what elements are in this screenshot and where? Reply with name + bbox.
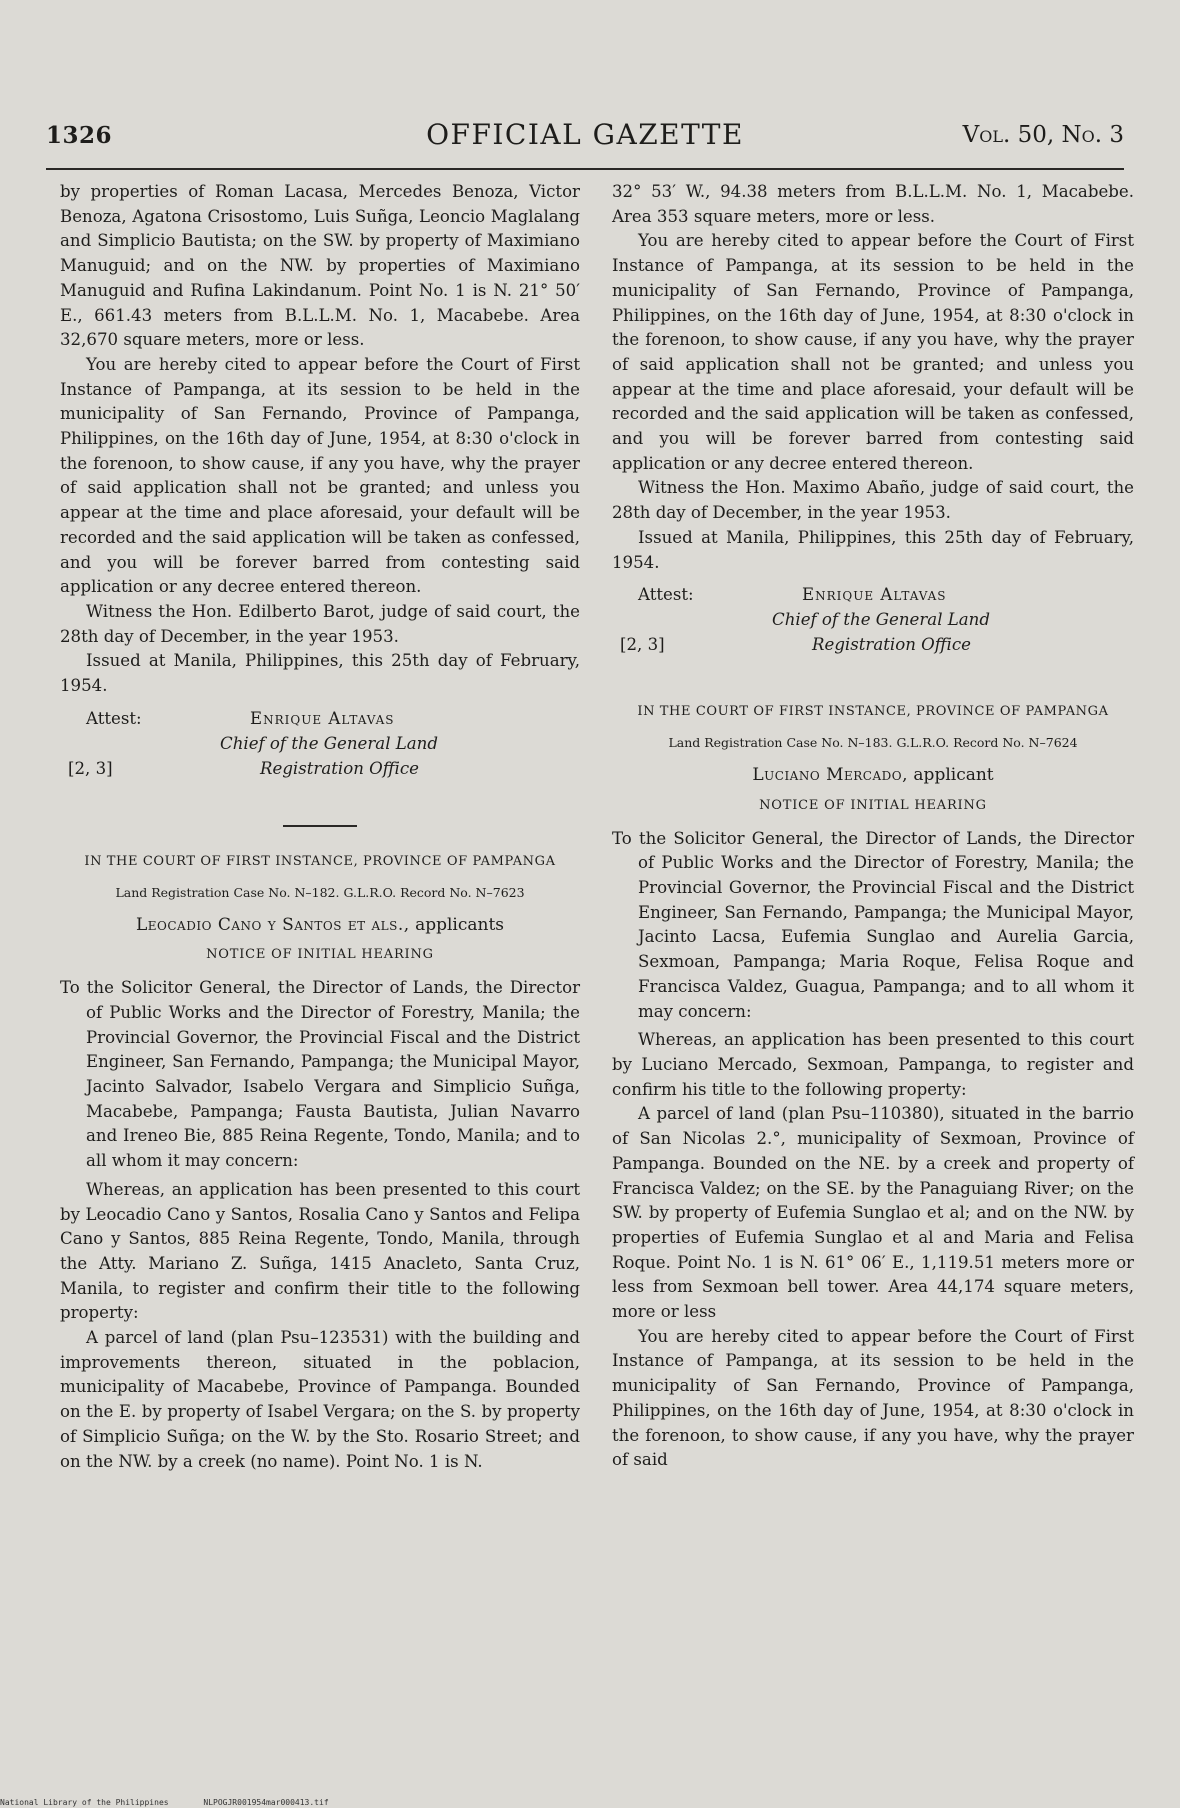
- court-heading: IN THE COURT OF FIRST INSTANCE, PROVINCE OF PAMPANGA: [637, 704, 1109, 720]
- paragraph: Witness the Hon. Edilberto Barot, judge of said court, the 28th day of December, in the year 1953.: [60, 601, 580, 646]
- right-column: [612, 180, 1134, 1473]
- page-number: 1326: [46, 122, 113, 149]
- attest-label: Attest:: [86, 708, 142, 728]
- applicant-line: [60, 913, 580, 938]
- library-credit: National Library of the Philippines: [0, 1798, 169, 1807]
- signer-name: Enrique Altavas: [802, 585, 947, 605]
- header-rule: [46, 168, 1124, 170]
- applicant-role: applicant: [913, 765, 994, 786]
- signer-title-line1: Chief of the General Land: [772, 610, 990, 630]
- applicant-role: applicants: [415, 914, 505, 935]
- paragraph: A parcel of land (plan Psu–110380), situated in the barrio of San Nicolas 2.°, municipality of Sexmoan, Province of Pampanga. Bounded on the NE. by a creek and property of Francisca Valdez; on the SE. by the Panaguiang River; on the SW. by property of Eufemia Sunglao et al; and on the NW. by properties of Eufemia Sunglao et al and Maria and Felisa Roque. Point No. 1 is N. 61° 06′ E., 1,119.51 meters more or less from Sexmoan bell tower. Area 44,174 square meters, more or less: [612, 1104, 1134, 1322]
- addressees: To the Solicitor General, the Director of Lands, the Director of Public Works and the Director of Forestry, Manila; the Provincial Governor, the Provincial Fiscal and the District Engineer, San Fernando, Pampanga; the Municipal Mayor, Jacinto Lacsa, Eufemia Sunglao and Aurelia Garcia, Sexmoan, Pampanga; Maria Roque, Felisa Roque and Francisca Valdez, Guagua, Pampanga; and to all whom it may concern:: [612, 828, 1134, 1021]
- signer-title-line1: Chief of the General Land: [220, 733, 438, 753]
- publication-title: OFFICIAL GAZETTE: [426, 118, 744, 151]
- court-heading: IN THE COURT OF FIRST INSTANCE, PROVINCE OF PAMPANGA: [84, 853, 556, 869]
- signer-title-line2: Registration Office: [812, 635, 971, 655]
- paragraph: You are hereby cited to appear before the Court of First Instance of Pampanga, at its session to be held in the municipality of San Fernando, Province of Pampanga, Philippines, on the 16th day of June, 1954, at 8:30 o'clock in the forenoon, to show cause, if any you have, why the prayer of said application shall not be granted; and unless you appear at the time and place aforesaid, your default will be recorded and the said application will be taken as confessed, and you will be forever barred from contesting said application or any decree entered thereon.: [60, 354, 580, 597]
- issue-reference: [2, 3]: [620, 635, 665, 655]
- signer-title-line2: Registration Office: [260, 758, 419, 778]
- scan-footer: [0, 1798, 359, 1807]
- attest-label: Attest:: [638, 585, 694, 605]
- notice-heading: NOTICE OF INITIAL HEARING: [206, 947, 434, 963]
- signature-block: [612, 583, 1134, 683]
- applicant-name: Leocadio Cano y Santos et als.,: [135, 914, 410, 935]
- paragraph: by properties of Roman Lacasa, Mercedes Benoza, Victor Benoza, Agatona Crisostomo, Luis Suñga, Leoncio Maglalang and Simplicio Bautista; on the SW. by property of Maximiano Manuguid; and on the NW. by properties of Maximiano Manuguid and Rufina Lakindanum. Point No. 1 is N. 21° 50′ E., 661.43 meters from B.L.L.M. No. 1, Macabebe. Area 32,670 square meters, more or less.: [60, 182, 580, 350]
- case-info: Land Registration Case No. N–183. G.L.R.O. Record No. N–7624: [668, 735, 1078, 751]
- left-column: [60, 180, 580, 1474]
- case-info: Land Registration Case No. N–182. G.L.R.O. Record No. N–7623: [115, 884, 525, 900]
- applicant-line: [612, 763, 1134, 788]
- paragraph: Whereas, an application has been presented to this court by Luciano Mercado, Sexmoan, Pampanga, to register and confirm his title to the following property:: [612, 1030, 1134, 1099]
- paragraph: Whereas, an application has been presented to this court by Leocadio Cano y Santos, Rosalia Cano y Santos and Felipa Cano y Santos, 885 Reina Regente, Tondo, Manila, through the Atty. Mariano Z. Suñga, 1415 Anacleto, Santa Cruz, Manila, to register and confirm their title to the following property:: [60, 1179, 580, 1323]
- signature-block: [60, 707, 580, 807]
- paragraph: You are hereby cited to appear before the Court of First Instance of Pampanga, at its session to be held in the municipality of San Fernando, Province of Pampanga, Philippines, on the 16th day of June, 1954, at 8:30 o'clock in the forenoon, to show cause, if any you have, why the prayer of said: [612, 1326, 1134, 1470]
- section-divider: [283, 825, 357, 827]
- file-name: NLPOGJR001954mar000413.tif: [203, 1798, 329, 1807]
- volume-number: Vol. 50, No. 3: [962, 122, 1124, 148]
- paragraph: Issued at Manila, Philippines, this 25th day of February, 1954.: [60, 651, 580, 696]
- paragraph: Issued at Manila, Philippines, this 25th day of February, 1954.: [612, 527, 1134, 572]
- addressees: To the Solicitor General, the Director of Lands, the Director of Public Works and the Director of Forestry, Manila; the Provincial Governor, the Provincial Fiscal and the District Engineer, San Fernando, Pampanga; the Municipal Mayor, Jacinto Salvador, Isabelo Vergara and Simplicio Suñga, Macabebe, Pampanga; Fausta Bautista, Julian Navarro and Ireneo Bie, 885 Reina Regente, Tondo, Manila; and to all whom it may concern:: [60, 978, 580, 1171]
- paragraph: 32° 53′ W., 94.38 meters from B.L.L.M. No. 1, Macabebe. Area 353 square meters, more or less.: [612, 182, 1134, 226]
- applicant-name: Luciano Mercado,: [752, 765, 909, 786]
- signer-name: Enrique Altavas: [250, 708, 395, 728]
- paragraph: Witness the Hon. Maximo Abaño, judge of said court, the 28th day of December, in the year 1953.: [612, 478, 1134, 523]
- paragraph: You are hereby cited to appear before the Court of First Instance of Pampanga, at its session to be held in the municipality of San Fernando, Province of Pampanga, Philippines, on the 16th day of June, 1954, at 8:30 o'clock in the forenoon, to show cause, if any you have, why the prayer of said application shall not be granted; and unless you appear at the time and place aforesaid, your default will be recorded and the said application will be taken as confessed, and you will be forever barred from contesting said application or any decree entered thereon.: [612, 231, 1134, 473]
- notice-heading: NOTICE OF INITIAL HEARING: [759, 797, 987, 813]
- paragraph: A parcel of land (plan Psu–123531) with the building and improvements thereon, situated in the poblacion, municipality of Macabebe, Province of Pampanga. Bounded on the E. by property of Isabel Vergara; on the S. by property of Simplicio Suñga; on the W. by the Sto. Rosario Street; and on the NW. by a creek (no name). Point No. 1 is N.: [60, 1328, 580, 1471]
- issue-reference: [2, 3]: [68, 758, 113, 778]
- page-header: [46, 118, 1124, 162]
